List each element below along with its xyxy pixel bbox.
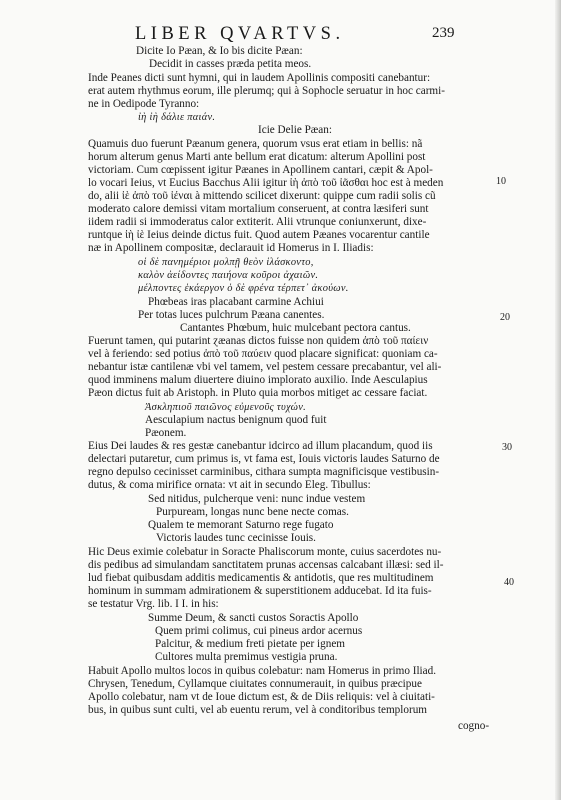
text-line: iidem radii si immoderatus calor extiterit. Alii vtrunque coniunxerunt, dixe- (88, 216, 427, 228)
greek-verse-line: Ἀσκληπιοῦ παιῶνος εὐμενοῦς τυχών. (145, 402, 307, 413)
text-line: Palcitur, & medium freti pietate per ignem (155, 638, 345, 650)
text-line: se testatur Vrg. lib. I I. in his: (88, 598, 219, 610)
text-line: Quamuis duo fuerunt Pæanum genera, quorum vsus erat etiam in bellis: nã (88, 138, 423, 150)
text-line: Purpuream, longas nunc bene necte comas. (156, 506, 349, 518)
page-number: 239 (432, 25, 455, 41)
text-line: moderato calore demissi vitam mortalium conseruent, at contra læsiferi sunt (88, 203, 429, 215)
greek-verse-line: οἱ δὲ πανημέριοι μολπῇ θεὸν ἱλάσκοντο, (138, 257, 314, 268)
margin-number: 30 (502, 442, 512, 453)
text-line: dis pedibus ad simulandam sanctitatem prunas accensas calcabant illæsi: sed il- (88, 559, 444, 571)
text-line: næ in Apollinem compositæ, declarauit id Homerus in I. Iliadis: (88, 242, 374, 254)
text-line: quod imminens malum diuertere diuino implorato auxilio. Inde Aesculapius (88, 374, 428, 386)
text-line: Summe Deum, & sancti custos Soractis Apollo (148, 612, 359, 624)
text-line: Habuit Apollo multos locos in quibus colebatur: nam Homerus in primo Iliad. (88, 665, 437, 677)
text-line: Dicite Io Pæan, & Io bis dicite Pæan: (136, 45, 303, 57)
text-line: do, alii ἰὲ ἀπὸ τοῦ ἱέναι à mittendo scilicet dixerunt: quippe cum radii solis cũ (88, 190, 436, 202)
text-line: ne in Oedipode Tyranno: (88, 98, 200, 110)
page-edge-shadow (555, 0, 561, 800)
text-line: Sed nitidus, pulcherque veni: nunc indue vestem (148, 493, 366, 505)
text-line: Hic Deus eximie colebatur in Soracte Phaliscorum monte, cuius sacerdotes nu- (88, 546, 442, 558)
text-line: Apollo colebatur, nam vt de Ioue dictum est, & de Diis reliquis: vel à ciuitati- (88, 691, 435, 703)
text-line: nebantur istæ cantilenæ vbi vel tamem, vel pestem cessare precabantur, vel ali- (88, 361, 442, 373)
text-line: Cultores multa premimus vestigia pruna. (155, 651, 338, 663)
text-line: hominum in summam admirationem & superstitionem adducebat. Id ita fuis- (88, 585, 432, 597)
text-line: Per totas luces pulchrum Pæana canentes. (138, 309, 325, 321)
text-line: erat autem rhythmus eorum, ille plerumq; qui à Sophocle seruatur in hoc carmi- (88, 85, 445, 97)
running-title: LIBER QVARTVS. (135, 24, 345, 44)
text-line: Icie Delie Pæan: (258, 124, 332, 136)
text-line: victoriam. Cum cœpissent igitur Pæanes in Apollinem cantari, cæpit & Apol- (88, 164, 433, 176)
text-line: Qualem te memorant Saturno rege fugato (148, 519, 334, 531)
text-line: Pæonem. (145, 427, 187, 439)
text-line: regno depulso cecinisset carminibus, cithara sumpta magnificisque vestibusin- (88, 466, 440, 478)
text-line: delectari putaretur, cum primus is, vt fama est, Iouis victoris laudes Saturno de (88, 453, 440, 465)
text-line: bus, in quibus sunt culti, vel ab euentu rerum, vel à conditoribus templorum (88, 704, 427, 716)
text-line: Fuerunt tamen, qui putarint ɀæanas dictos fuisse non quidem ἀπὸ τοῦ παίειν (88, 335, 429, 347)
text-line: Quem primi colimus, cui pineus ardor acernus (155, 625, 363, 637)
margin-number: 10 (496, 176, 506, 187)
text-line: Chrysen, Tenedum, Cyllamque ciuitates connumerauit, in quibus præcipue (88, 678, 422, 690)
greek-verse-line: μέλποντες ἑκάεργον ὁ δὲ φρένα τέρπετ᾽ ἀκούων. (138, 283, 349, 294)
text-line: Phœbeas iras placabant carmine Achiui (148, 296, 324, 308)
text-line: lo vocari Ieius, vt Eucius Bacchus Alii igitur ἰὴ ἀπὸ τοῦ ἰᾶσθαι hoc est à meden (88, 177, 444, 189)
greek-verse-line: ἰὴ ἰὴ δάλιε παιάν. (138, 112, 216, 123)
greek-verse-line: καλὸν ἀείδοντες παιήονα κοῦροι ἀχαιῶν. (138, 270, 319, 281)
text-line: Pæon dictus fuit ab Aristoph. in Pluto quia morbos mitiget ac cessare faciat. (88, 387, 428, 399)
text-line: Inde Peanes dicti sunt hymni, qui in laudem Apollinis compositi canebantur: (88, 72, 431, 84)
text-line: Decidit in casses præda petita meos. (149, 58, 312, 70)
text-line: Eius Dei laudes & res gestæ canebantur idcirco ad illum placandum, quod iis (88, 440, 433, 452)
text-line: lud fiebat quibusdam additis medicamentis & antidotis, que res multitudinem (88, 572, 434, 584)
text-line: Cantantes Phœbum, huic mulcebant pectora cantus. (180, 322, 411, 334)
margin-number: 40 (504, 577, 514, 588)
text-line: horum alterum genus Marti ante bellum erat dicatum: alterum Apollini post (88, 151, 426, 163)
margin-number: 20 (500, 312, 510, 323)
text-line: vel à feriendo: sed potius ἀπὸ τοῦ παύειν quod placare significat: quoniam ca- (88, 348, 438, 360)
text-line: Aesculapium nactus benignum quod fuit (145, 414, 327, 426)
text-line: runtque ἰὴ ἰὲ Ieius deinde dictus fuit. Quod autem Pæanes vocarentur cantile (88, 229, 430, 241)
text-line: Victoris laudes tunc cecinisse Iouis. (156, 532, 316, 544)
text-line: dutus, & coma mirifice ornata: vt ait in secundo Eleg. Tibullus: (88, 479, 371, 491)
text-line: cogno- (458, 720, 490, 732)
